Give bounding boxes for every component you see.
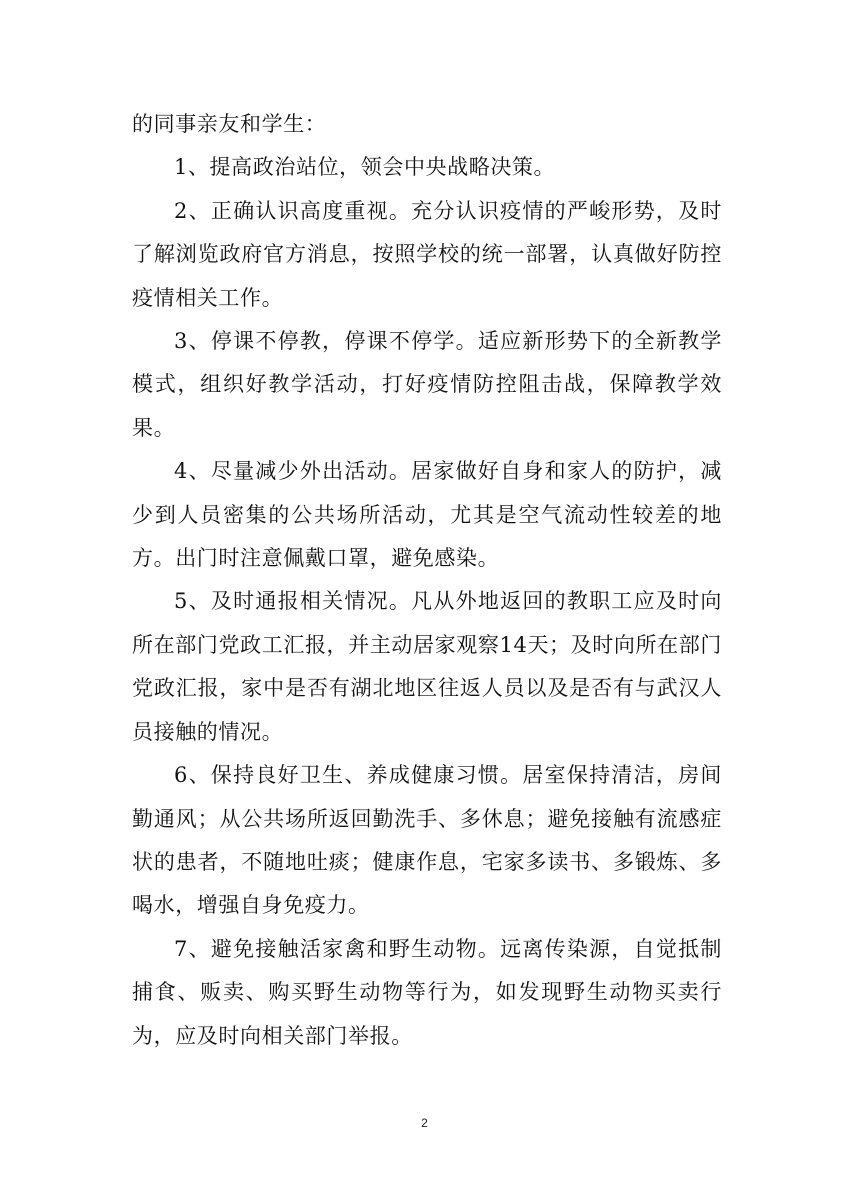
paragraph-item-6: 6、保持良好卫生、养成健康习惯。居室保持清洁，房间勤通风；从公共场所返回勤洗手、多休息；避免接触有流感症状的患者，不随地吐痰；健康作息，宅家多读书、多锻炼、多喝水，增强自身免疫力。 (132, 763, 722, 918)
page-number: 2 (421, 1116, 428, 1130)
paragraph-item-5: 5、及时通报相关情况。凡从外地返回的教职工应及时向所在部门党政工汇报，并主动居家观察14天；及时向所在部门党政汇报，家中是否有湖北地区往返人员以及是否有与武汉人员接触的情况。 (132, 589, 722, 744)
paragraph-item-3: 3、停课不停教，停课不停学。适应新形势下的全新教学模式，组织好教学活动，打好疫情防控阻击战，保障教学效果。 (132, 329, 722, 440)
paragraph-item-1: 1、提高政治站位，领会中央战略决策。 (174, 155, 556, 180)
paragraph-item-2: 2、正确认识高度重视。充分认识疫情的严峻形势，及时了解浏览政府官方消息，按照学校的统一部署，认真做好防控疫情相关工作。 (132, 198, 722, 310)
paragraph-continuation: 的同事亲友和学生： (132, 112, 327, 136)
paragraph-item-4: 4、尽量减少外出活动。居家做好自身和家人的防护，减少到人员密集的公共场所活动，尤其是空气流动性较差的地方。出门时注意佩戴口罩，避免感染。 (132, 459, 722, 571)
paragraph-item-7: 7、避免接触活家禽和野生动物。远离传染源，自觉抵制捕食、贩卖、购买野生动物等行为，如发现野生动物买卖行为，应及时向相关部门举报。 (132, 936, 722, 1048)
document-body (132, 103, 722, 1058)
